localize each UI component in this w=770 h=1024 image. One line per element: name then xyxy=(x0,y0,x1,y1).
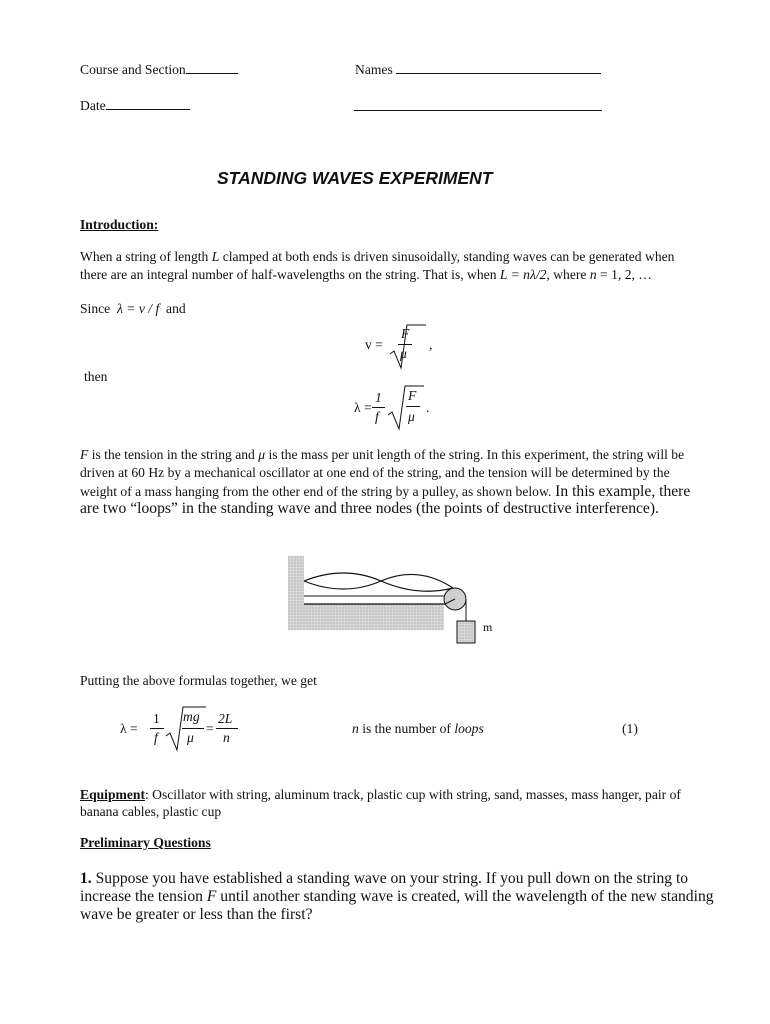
date-label: Date xyxy=(80,98,106,113)
names-field[interactable] xyxy=(355,60,601,79)
equation-1: λ = 1 f mg μ = 2L n xyxy=(120,706,260,754)
standing-wave-figure xyxy=(285,550,505,650)
tension-line-1: F is the tension in the string and μ is the mass per unit length of the string. In this experiment, the string will be xyxy=(80,447,685,462)
putting-together-text: Putting the above formulas together, we get xyxy=(80,673,317,688)
tension-line-2: driven at 60 Hz by a mechanical oscillator at one end of the string, and the tension will be determined by the xyxy=(80,465,670,480)
tension-line-3: weight of a mass hanging from the other end of the string by a pulley, as shown below. In this example, there xyxy=(80,483,691,500)
preliminary-heading: Preliminary Questions xyxy=(80,835,211,850)
hanging-mass xyxy=(457,621,475,643)
question-1-line-2: increase the tension F until another standing wave is created, will the wavelength of the new standing xyxy=(80,888,714,905)
tension-line-4: are two “loops” in the standing wave and three nodes (the points of destructive interference). xyxy=(80,500,659,517)
equipment-line-1: Equipment: Oscillator with string, aluminum track, plastic cup with string, sand, masses, mass hanger, pair of xyxy=(80,787,681,802)
equation-number: (1) xyxy=(622,721,638,736)
mass-label: m xyxy=(483,620,493,634)
names-blank-2[interactable] xyxy=(354,110,602,111)
course-section-label: Course and Section xyxy=(80,62,186,77)
lambda-v-over-f: λ = v / f xyxy=(117,301,160,316)
intro-line-1: When a string of length L clamped at both ends is driven sinusoidally, standing waves can be generated when xyxy=(80,249,675,264)
equation-wavelength: λ = 1 f F μ . xyxy=(354,385,444,433)
intro-line-2: there are an integral number of half-wavelengths on the string. That is, when L = nλ/2, where n = 1, 2, … xyxy=(80,267,652,282)
date-field[interactable] xyxy=(80,96,190,115)
wave-loop-lower xyxy=(304,574,453,589)
question-1-line-3: wave be greater or less than the first? xyxy=(80,906,313,923)
then-label: then xyxy=(84,369,108,384)
course-section-blank[interactable] xyxy=(186,60,238,74)
oscillator-wall xyxy=(288,556,304,630)
question-1-number: 1. xyxy=(80,870,92,887)
aluminum-track xyxy=(304,604,444,630)
page-title: STANDING WAVES EXPERIMENT xyxy=(217,168,493,188)
loops-note: n is the number of loops xyxy=(352,721,484,736)
introduction-heading: Introduction: xyxy=(80,217,159,232)
equipment-line-2: banana cables, plastic cup xyxy=(80,804,222,819)
equation-velocity: v = F μ , xyxy=(360,322,450,372)
since-line: Since λ = v / f and xyxy=(80,301,186,316)
names-blank-1[interactable] xyxy=(396,60,601,74)
date-blank[interactable] xyxy=(106,96,190,110)
question-1-line-1: 1. Suppose you have established a standing wave on your string. If you pull down on the string to xyxy=(80,870,689,887)
equipment-heading: Equipment xyxy=(80,787,145,802)
sqrt-symbol-2 xyxy=(386,385,426,431)
names-label: Names xyxy=(355,62,393,77)
course-section-field[interactable] xyxy=(80,60,238,79)
